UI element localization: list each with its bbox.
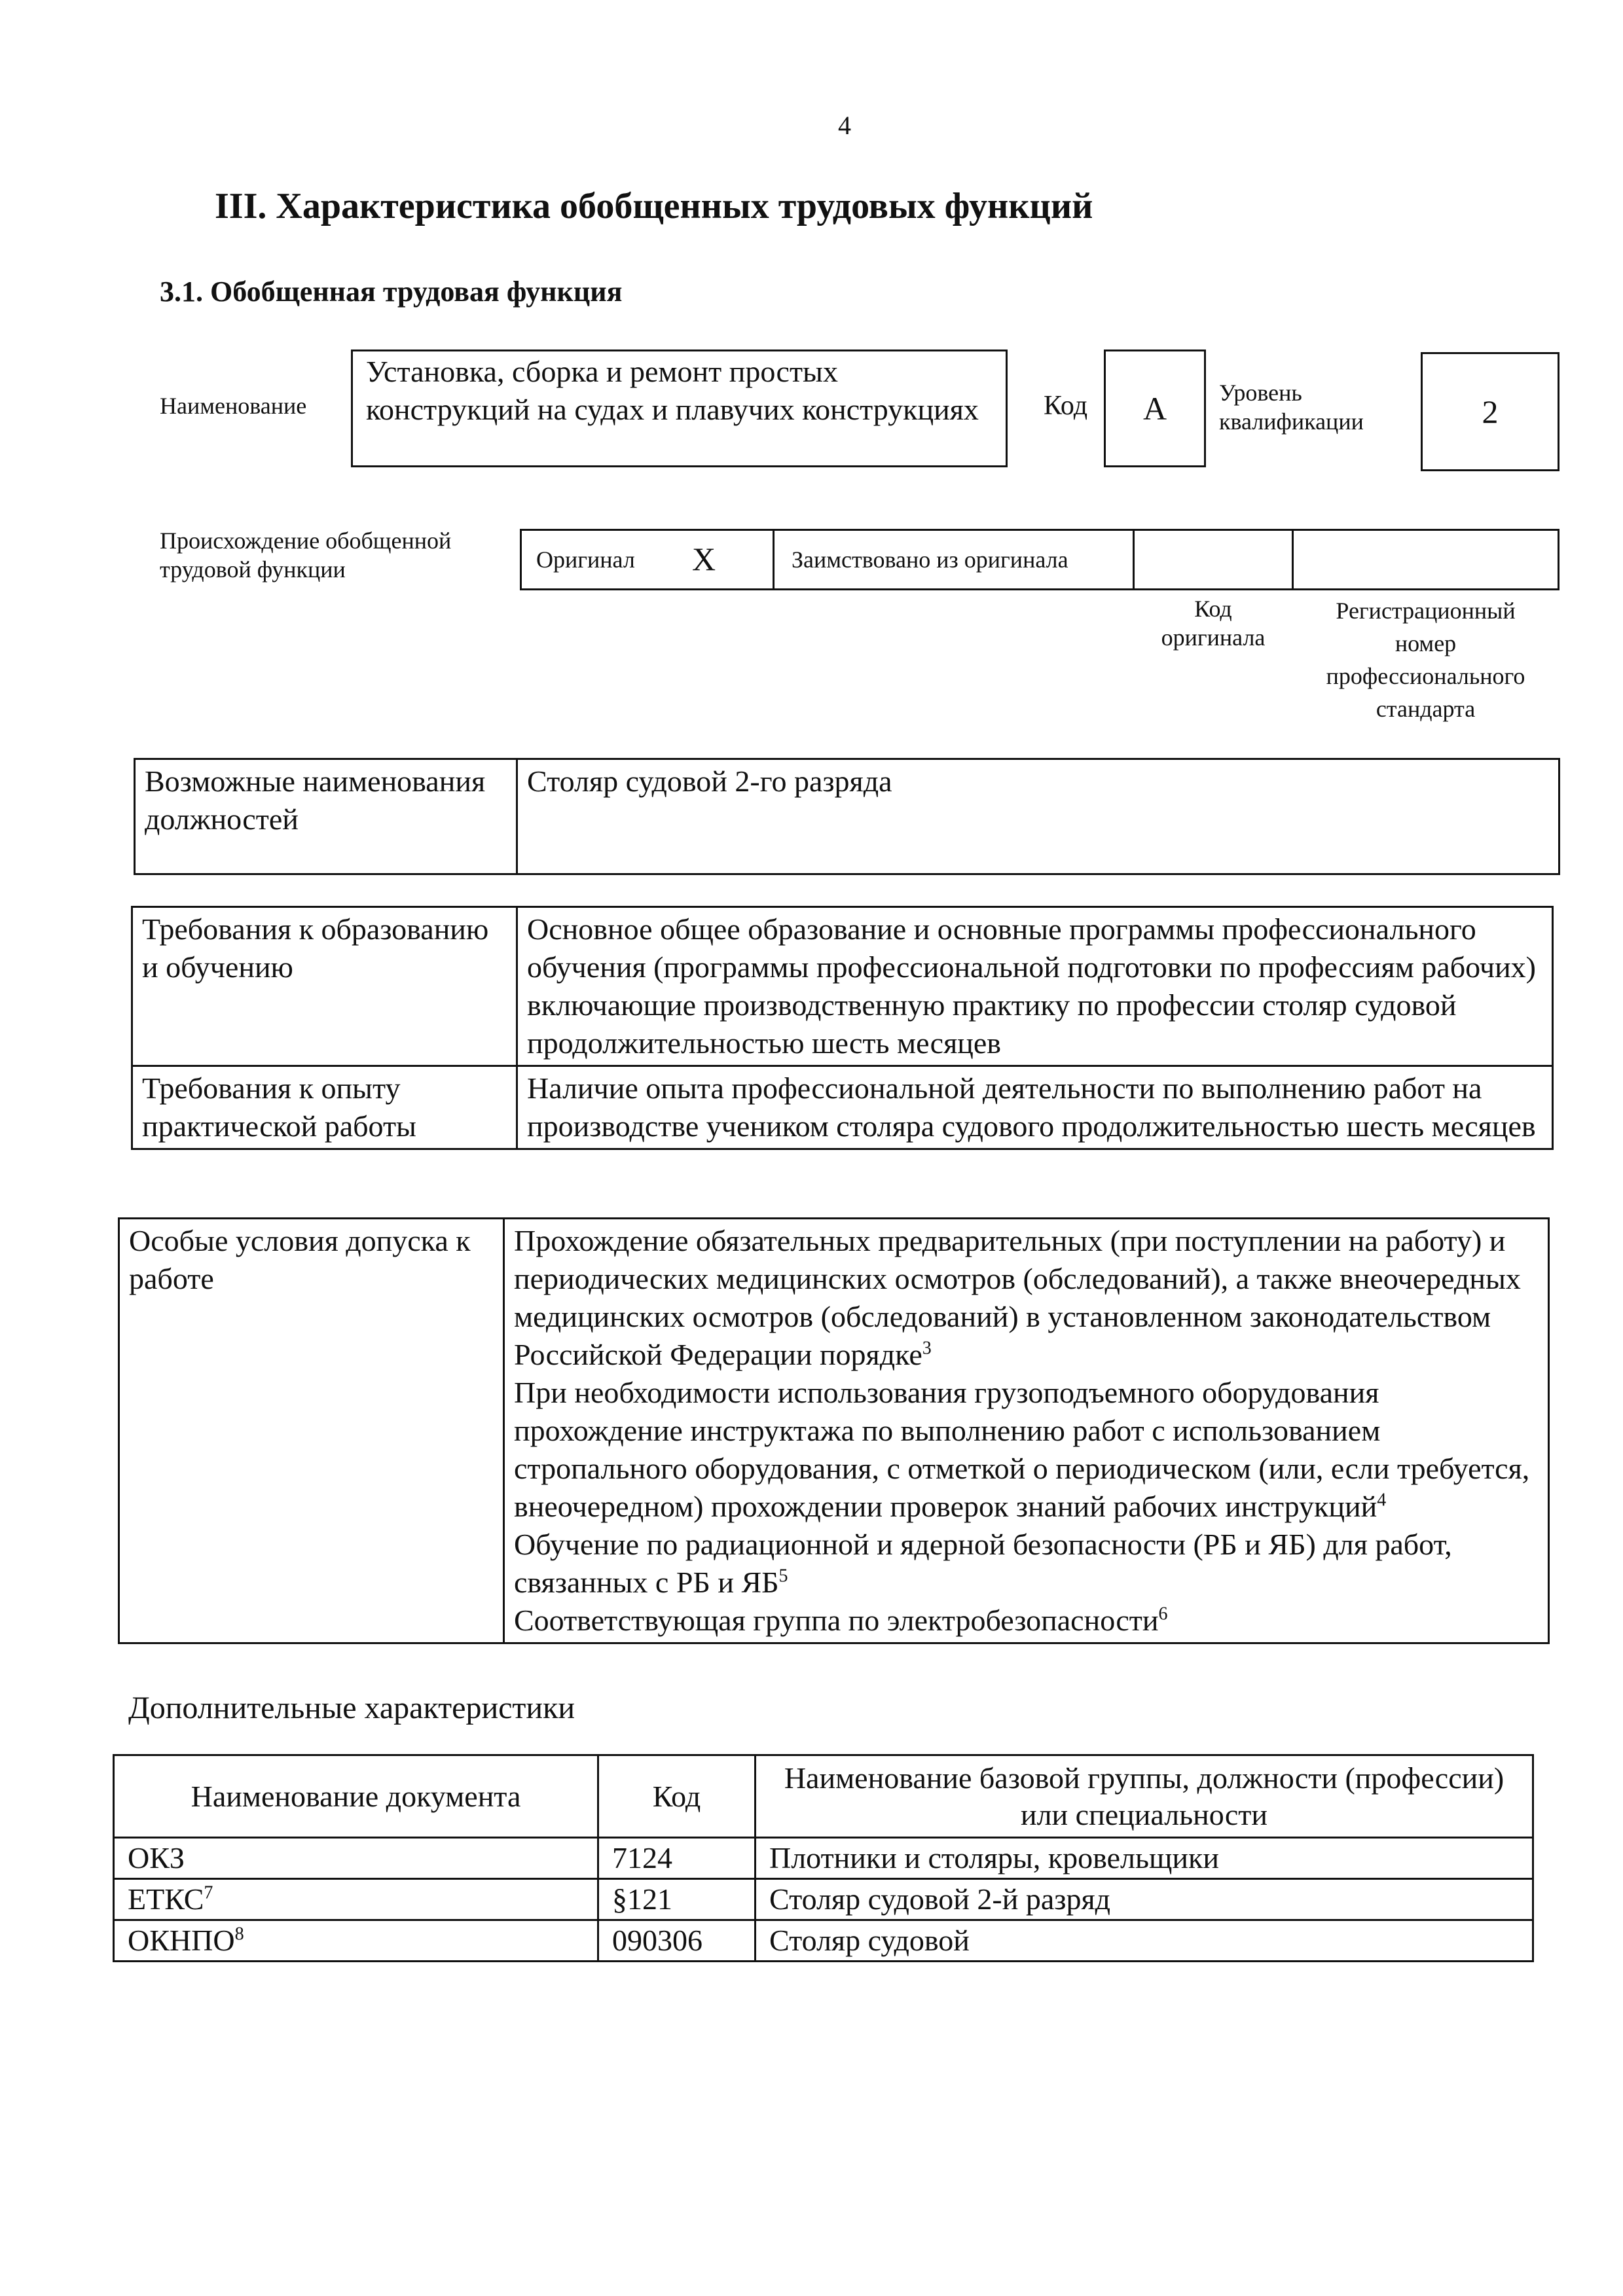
requirements-table — [131, 906, 1554, 1150]
education-row — [132, 907, 1553, 1066]
positions-row — [135, 759, 1559, 874]
table-row — [114, 1920, 1533, 1962]
section-title: III. Характеристика обобщенных трудовых функций — [215, 186, 1093, 226]
row-group: Столяр судовой 2-й разряд — [756, 1879, 1533, 1920]
positions-value: Столяр судовой 2-го разряда — [517, 759, 1559, 874]
experience-row — [132, 1066, 1553, 1149]
experience-label: Требования к опыту практической работы — [132, 1066, 517, 1149]
row-code: 090306 — [598, 1920, 756, 1962]
header-code: Код — [598, 1755, 756, 1838]
footnote-ref-6: 6 — [1158, 1604, 1168, 1624]
conditions-item-4: Соответствующая группа по электробезопасности$^6$ — [514, 1604, 1168, 1637]
row-doc: ЕТКС$^7$ — [114, 1879, 598, 1920]
row-code: §121 — [598, 1879, 756, 1920]
code-caption-line1: Код — [1194, 596, 1232, 622]
level-label — [1219, 378, 1364, 436]
education-value: Основное общее образование и основные программы профессионального обучения (программы профессиональной подготовки по профессиям рабочих) включающие производственную практику по профессии столяр судовой продолжительностью шесть месяцев — [517, 907, 1553, 1066]
origin-label — [160, 526, 451, 584]
footnote-ref-5: 5 — [778, 1566, 788, 1587]
code-value: А — [1104, 350, 1206, 467]
footnote-ref-4: 4 — [1377, 1490, 1387, 1511]
origin-reg-cell — [1292, 529, 1559, 590]
row-code: 7124 — [598, 1838, 756, 1879]
code-label: Код — [1044, 391, 1088, 421]
borrowed-label: Заимствовано из оригинала — [792, 547, 1068, 573]
conditions-item-2: При необходимости использования грузоподъемного оборудования прохождение инструктажа по выполнению работ с использованием стропального оборудования, с отметкой о периодическом (или, если требуется, внеочередном) прохождении проверок знаний рабочих инструкций$^4$ — [514, 1376, 1530, 1523]
reg-caption-line3: профессионального — [1326, 663, 1525, 689]
row-group: Столяр судовой — [756, 1920, 1533, 1962]
origin-label-line2: трудовой функции — [160, 556, 346, 583]
header-group: Наименование базовой группы, должности (профессии) или специальности — [756, 1755, 1533, 1838]
origin-reg-caption — [1292, 594, 1559, 725]
conditions-table — [118, 1217, 1550, 1644]
original-label: Оригинал — [536, 547, 635, 573]
education-label: Требования к образованию и обучению — [132, 907, 517, 1066]
reg-caption-line2: номер — [1395, 630, 1457, 656]
header-doc: Наименование документа — [114, 1755, 598, 1838]
additional-header-row — [114, 1755, 1533, 1838]
row-doc: ОКЗ — [114, 1838, 598, 1879]
borrowed-cell — [773, 529, 1135, 590]
level-label-line2: квалификации — [1219, 408, 1364, 435]
page-number: 4 — [838, 111, 851, 140]
conditions-value — [504, 1219, 1549, 1643]
original-cell — [520, 529, 775, 590]
footnote-ref-7: 7 — [204, 1882, 213, 1903]
origin-label-line1: Происхождение обобщенной — [160, 528, 452, 554]
conditions-label: Особые условия допуска к работе — [119, 1219, 504, 1643]
row-doc: ОКНПО$^8$ — [114, 1920, 598, 1962]
footnote-ref-8: 8 — [234, 1924, 244, 1945]
name-label: Наименование — [160, 393, 307, 419]
row-group: Плотники и столяры, кровельщики — [756, 1838, 1533, 1879]
positions-table — [134, 758, 1560, 875]
name-box — [351, 350, 1008, 467]
conditions-item-1: Прохождение обязательных предварительных (при поступлении на работу) и периодических медицинских осмотров (обследований), а также внеочередных медицинских осмотров (обследований) в установленном законодательством Российской Федерации порядке$^3$ — [514, 1224, 1521, 1371]
table-row — [114, 1879, 1533, 1920]
conditions-row — [119, 1219, 1549, 1643]
reg-caption-line4: стандарта — [1376, 696, 1476, 722]
conditions-item-3: Обучение по радиационной и ядерной безопасности (РБ и ЯБ) для работ, связанных с РБ и $ЯБ^5$ — [514, 1528, 1452, 1599]
original-mark: X — [692, 541, 716, 577]
name-value: Установка, сборка и ремонт простых конструкций на судах и плавучих конструкциях — [366, 355, 979, 426]
experience-value: Наличие опыта профессиональной деятельности по выполнению работ на производстве учеником столяра судового продолжительностью шесть месяцев — [517, 1066, 1553, 1149]
code-caption-line2: оригинала — [1161, 624, 1266, 651]
level-label-line1: Уровень — [1219, 380, 1302, 406]
additional-title: Дополнительные характеристики — [128, 1691, 575, 1725]
origin-code-caption — [1133, 594, 1294, 652]
additional-table — [113, 1754, 1534, 1962]
table-row — [114, 1838, 1533, 1879]
footnote-ref-3: 3 — [922, 1338, 932, 1359]
subsection-title: 3.1. Обобщенная трудовая функция — [160, 276, 623, 308]
level-value: 2 — [1421, 352, 1559, 471]
positions-label: Возможные наименования должностей — [135, 759, 517, 874]
origin-code-cell — [1133, 529, 1294, 590]
reg-caption-line1: Регистрационный — [1336, 598, 1516, 624]
